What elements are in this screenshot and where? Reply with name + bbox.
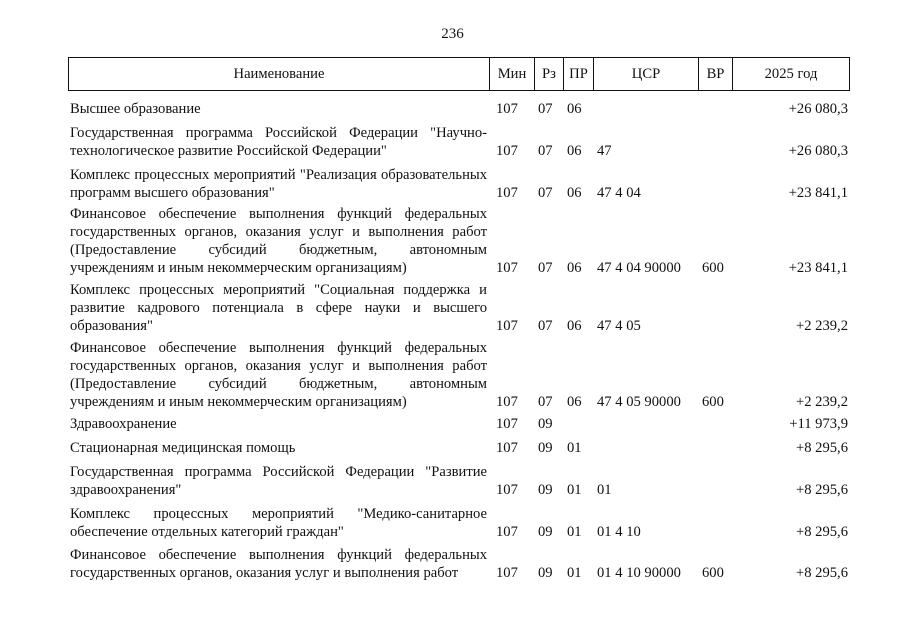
- row-csr: 01: [597, 482, 612, 498]
- row-min: 107: [496, 394, 518, 410]
- table-row: [0, 463, 905, 499]
- row-vr: 600: [702, 394, 724, 410]
- row-name: Комплекс процессных мероприятий "Реализация образовательных программ высшего образования": [70, 167, 487, 201]
- row-rz: 07: [538, 185, 553, 201]
- row-min: 107: [496, 440, 518, 456]
- row-csr: 47 4 04 90000: [597, 260, 681, 276]
- row-name: Государственная программа Российской Федерации "Научно-технологическое развитие Российской Федерации": [70, 125, 487, 159]
- row-csr: 01 4 10 90000: [597, 565, 681, 581]
- table-row: [0, 505, 905, 541]
- row-vr: 600: [702, 565, 724, 581]
- row-sum: +23 841,1: [788, 260, 848, 276]
- row-rz: 09: [538, 482, 553, 498]
- row-min: 107: [496, 318, 518, 334]
- row-min: 107: [496, 185, 518, 201]
- row-csr: 47: [597, 143, 612, 159]
- row-pr: 01: [567, 565, 582, 581]
- table-row: [0, 415, 905, 433]
- header-csr: ЦСР: [594, 58, 699, 90]
- row-min: 107: [496, 416, 518, 432]
- row-pr: 06: [567, 143, 582, 159]
- row-name: Комплекс процессных мероприятий "Социальная поддержка и развитие кадрового потенциала в сфере науки и высшего образования": [70, 282, 487, 334]
- table-row: [0, 282, 905, 335]
- row-rz: 09: [538, 440, 553, 456]
- row-min: 107: [496, 524, 518, 540]
- row-rz: 09: [538, 524, 553, 540]
- row-csr: 47 4 05: [597, 318, 641, 334]
- row-csr: 47 4 04: [597, 185, 641, 201]
- table-row: [0, 166, 905, 202]
- row-min: 107: [496, 260, 518, 276]
- row-csr: 01 4 10: [597, 524, 641, 540]
- table-row: [0, 439, 905, 457]
- row-rz: 07: [538, 101, 553, 117]
- row-pr: 06: [567, 260, 582, 276]
- header-pr: ПР: [564, 58, 594, 90]
- header-name: Наименование: [69, 58, 490, 90]
- row-name: Здравоохранение: [70, 416, 177, 432]
- row-pr: 06: [567, 101, 582, 117]
- row-name: Финансовое обеспечение выполнения функций федеральных государственных органов, оказания услуг и выполнения работ (Предоставление субсидий бюджетным, автономным учреждениям и иным некоммерческим организациям): [70, 340, 487, 410]
- row-min: 107: [496, 101, 518, 117]
- row-sum: +2 239,2: [795, 394, 848, 410]
- table-row: [0, 124, 905, 160]
- header-rz: Рз: [535, 58, 564, 90]
- row-name: Финансовое обеспечение выполнения функций федеральных государственных органов, оказания услуг и выполнения работ (Предоставление субсидий бюджетным, автономным учреждениям и иным некоммерческим организациям): [70, 206, 487, 276]
- table-row: [0, 341, 905, 411]
- page-number: 236: [441, 26, 464, 42]
- header-vr: ВР: [699, 58, 733, 90]
- header-year: 2025 год: [764, 66, 818, 82]
- row-vr: 600: [702, 260, 724, 276]
- table-row: [0, 546, 905, 582]
- row-sum: +8 295,6: [795, 440, 848, 456]
- row-pr: 01: [567, 482, 582, 498]
- row-name: Стационарная медицинская помощь: [70, 440, 296, 456]
- row-rz: 09: [538, 416, 553, 432]
- row-rz: 09: [538, 565, 553, 581]
- row-pr: 06: [567, 394, 582, 410]
- row-min: 107: [496, 482, 518, 498]
- row-min: 107: [496, 565, 518, 581]
- row-rz: 07: [538, 260, 553, 276]
- row-name: Государственная программа Российской Федерации "Развитие здравоохранения": [70, 464, 487, 498]
- row-name: Высшее образование: [70, 101, 201, 117]
- row-sum: +26 080,3: [788, 101, 848, 117]
- table-header: [68, 57, 850, 91]
- row-sum: +26 080,3: [788, 143, 848, 159]
- row-pr: 01: [567, 440, 582, 456]
- row-name: Комплекс процессных мероприятий "Медико-санитарное обеспечение отдельных категорий граждан": [70, 506, 487, 540]
- row-rz: 07: [538, 318, 553, 334]
- row-pr: 06: [567, 185, 582, 201]
- row-sum: +8 295,6: [795, 524, 848, 540]
- row-sum: +23 841,1: [788, 185, 848, 201]
- row-sum: +11 973,9: [789, 416, 848, 432]
- table-row: [0, 98, 905, 118]
- row-rz: 07: [538, 394, 553, 410]
- row-pr: 06: [567, 318, 582, 334]
- row-csr: 47 4 05 90000: [597, 394, 681, 410]
- row-sum: +8 295,6: [795, 565, 848, 581]
- row-min: 107: [496, 143, 518, 159]
- row-rz: 07: [538, 143, 553, 159]
- table-row: [0, 207, 905, 277]
- row-pr: 01: [567, 524, 582, 540]
- row-sum: +2 239,2: [795, 318, 848, 334]
- header-min: Мин: [490, 58, 535, 90]
- row-name: Финансовое обеспечение выполнения функций федеральных государственных органов, оказания услуг и выполнения работ: [70, 547, 487, 581]
- row-sum: +8 295,6: [795, 482, 848, 498]
